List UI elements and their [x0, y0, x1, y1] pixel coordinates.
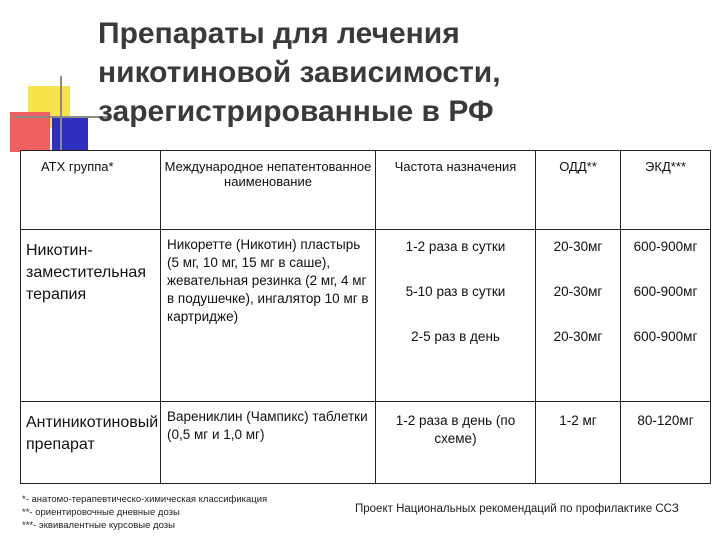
header-odd: ОДД**: [536, 151, 621, 230]
ekd-value: 600-900мг: [633, 284, 698, 299]
ekd-value: 80-120мг: [621, 402, 711, 484]
row-group: Никотин-заместительная терапия: [21, 230, 161, 402]
row-freq-cell: [376, 230, 536, 402]
header-freq: Частота назначения: [376, 151, 536, 230]
odd-value: 20-30мг: [553, 329, 603, 344]
row-ekd-cell: [621, 230, 711, 402]
page-title: [98, 14, 698, 131]
title-line-2: никотиновой зависимости,: [98, 56, 501, 89]
odd-value: 20-30мг: [553, 239, 603, 254]
source-note: Проект Национальных рекомендаций по профилактике ССЗ: [355, 503, 679, 515]
header-atx: АТХ группа*: [21, 151, 161, 230]
footnote: **- ориентировочные дневные дозы: [22, 507, 180, 518]
table-header-row: [21, 151, 711, 230]
table-row: [21, 402, 711, 484]
row-drug: Варениклин (Чампикс) таблетки (0,5 мг и 1,0 мг): [161, 402, 376, 484]
odd-value: 20-30мг: [553, 284, 603, 299]
freq-value: 1-2 раза в сутки: [405, 239, 506, 254]
header-ekd: ЭКД***: [621, 151, 711, 230]
row-drug: Никоретте (Никотин) пластырь (5 мг, 10 мг, 15 мг в саше), жевательная резинка (2 мг, 4 мг в подушечке), ингалятор 10 мг в картридже): [161, 230, 376, 402]
odd-value: 1-2 мг: [536, 402, 621, 484]
title-line-1: Препараты для лечения: [98, 17, 460, 50]
decor-red-square: [10, 112, 50, 152]
decor-horizontal-line: [14, 116, 108, 118]
freq-value: 1-2 раза в день (по схеме): [376, 402, 536, 484]
freq-value: 5-10 раз в сутки: [405, 284, 506, 299]
footnote: ***- эквивалентные курсовые дозы: [22, 520, 175, 531]
freq-value: 2-5 раз в день: [411, 329, 500, 344]
table-row: [21, 230, 711, 402]
row-odd-cell: [536, 230, 621, 402]
ekd-value: 600-900мг: [633, 239, 698, 254]
title-line-3: зарегистрированные в РФ: [98, 95, 494, 128]
header-name: Международное непатентованное наименование: [161, 151, 376, 230]
ekd-value: 600-900мг: [633, 329, 698, 344]
row-group: Антиникотиновый препарат: [21, 402, 161, 484]
footnote: *- анатомо-терапевтическо-химическая классификация: [22, 494, 268, 505]
footnotes: [22, 493, 267, 532]
decor-blue-square: [52, 116, 88, 150]
drugs-table: [20, 150, 711, 484]
